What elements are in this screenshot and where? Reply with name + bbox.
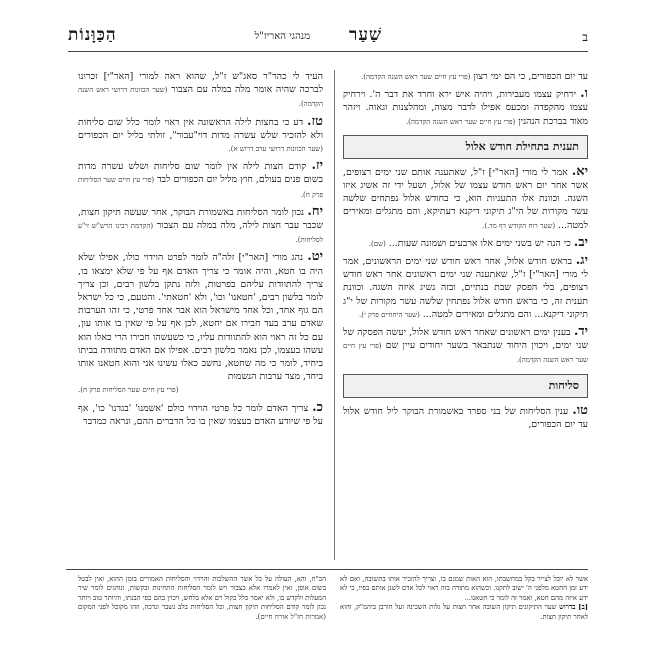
source-citation: (הקדמת רבינו הרש"ש זי"ע לסליחות).: [78, 222, 323, 245]
paragraph-number: יב.: [573, 234, 588, 250]
paragraph: [343, 254, 588, 322]
paragraph-text: צריך האדם לומר כל פרטי הוידוי כולם 'אשמנו' 'בגדנו' כו', אף על פי שיודע האדם בעצמו שאין בו כל הדברים ההם, ונראה כמדבר: [78, 402, 323, 427]
paragraph-text: בראש חודש אלול, אחר ראש חודש שני ימים הראשונים, אמר לי מורי [האר"י] ז"ל, שאתענה שני ימים ראשונים אחר ראש חודש רצופים, בלי הפסק שבת בנתיים, ובזה נשיג איזה השגה. וכוונת תענית זה, כי בראש חודש אלול נפתחין שלשה עשר מקורות של י"ג תיקוני דיקנא... והם מתגלים ומאירים למטה...: [343, 256, 588, 320]
header-rule: [68, 51, 588, 52]
source-citation: (פרי עץ חיים שער ראש השנה הקדמה).: [405, 117, 516, 126]
source-citation: (שם).: [368, 239, 386, 248]
column-divider: [334, 70, 335, 560]
paragraph: [78, 250, 323, 397]
left-column: [78, 70, 323, 431]
paragraph-number: יט.: [307, 249, 323, 265]
footnote-item-text: שער התיקונים תיקון השובה אחר חצות על גלות השכינה ועל חורבן ביהמ"ק, והוא לאחר תיקון חצות.: [340, 603, 588, 621]
paragraph-text: קודם חצות לילה אין לומר שום סליחות ושלש עשרה מדות בשום פנים בעולם, חוץ מליל יום הכפורים לבד: [78, 161, 323, 186]
source-citation: (שער הכוונות דרושי ערב דרוש א).: [228, 145, 323, 154]
paragraph: [343, 325, 588, 368]
paragraph-text: ירחיק עצמו מעבירות, ויהיה איש ירא וחרד את דבר ה'. וירחיק עצמו מהקפדה ומכעס אפילו לדבר מצוה, ומהלצנות וגאוה. ויזהר מאוד בברכת הנהנין: [343, 89, 588, 127]
paragraph-number: יג.: [575, 253, 589, 269]
paragraph-text: בענין ימים ראשונים שאחר ראש חודש אלול, יעשה הפסקה של שני ימים, ויכוין היחוד שנתבאר בשער יחודים עיין שם: [343, 327, 588, 352]
source-citation: (פרי עץ חיים שער ראש השנה הקדמה).: [361, 73, 471, 81]
paragraph-number: כ.: [312, 399, 323, 415]
paragraph: [343, 404, 588, 431]
page-number: ב: [582, 30, 588, 44]
paragraph-text: כי הנה יש בשני ימים אלו ארבעים ושמונה שעות...: [388, 237, 571, 249]
source-citation: (פרי עץ חיים שער הסליחות פרק ח).: [78, 386, 179, 395]
paragraph-number: יח.: [307, 203, 323, 219]
paragraph-text: נכון לומר הסליחות באשמורת הבוקר, אחר שעשה תיקון חצות, שכבר עבר חצות לילה, מלה במלה עם הצבור: [78, 206, 323, 232]
paragraph-number: טז.: [307, 113, 324, 129]
source-citation: (פרי עץ חיים שער הסליחות פרק ח).: [78, 176, 323, 199]
header-section-title: מנהגי האריז"ל: [254, 31, 310, 42]
paragraph: [343, 165, 588, 233]
paragraph-text: עד יום הכפורים, כי הם ימי רצון: [473, 71, 588, 82]
paragraph: [78, 205, 323, 248]
footnote-text: אשר לא יוכל לצייר בקל במחשבתו, הוא האות שמגם בו, וצריך להזכיר אותו בתשובה, ואם לא ידע זמן החטא מלפני ה' ישוב לתקנו. וכשהוא מתודה בזה ראוי לכל אדם לשנן אותם בפיו, כי לא ידע איזה מהם חטא, ואמר זה לומר כי חטאנו...: [340, 575, 588, 602]
footnote-item: [340, 603, 588, 622]
paragraph-number: יז.: [311, 158, 323, 174]
header-book-title: הַכַּוָּנוֹת: [68, 25, 117, 45]
paragraph: [78, 115, 323, 157]
paragraph-text: נהג מורי [האר"י] זלה"ה לומר לפרט הוידוי כולו, אפילו שלא היה בו חטא, והיה אומר כי צריך האדם אף על פי שלא ימצאו בו, צריך להתוודות עליהם בפרטות, ולזה נתקן בלשון רבים, וכן צריך לומר בלשון רבים, 'חטאנו' וכו', ולא 'חטאתי'. והטעם, כי כל ישראל הם גוף אחד, וכל אחד מישראל הוא אבר אחד פרטי, כי זהו הערבות שאדם ערב בעד חבירו אם יחטא, לכן אף על פי שאין בו אותו עון, עם כל זה ראוי הוא להתוודות עליו, כי כשעשהו חבירו הרי כאלו הוא עשהו בעצמו, לכן נאמר בלשון רבים. אפילו אם האדם מתוודה בביתו ביחיד, לומר כי מה שחטא, נחשב כאלו עשינו אני והוא חטאנו אותו ביחד, מצד ערבות הנשמות: [78, 252, 323, 383]
paragraph-intro: [78, 70, 323, 112]
header-gate-title: שַׁעַר: [348, 25, 382, 45]
footnote-item: [78, 575, 326, 622]
footnote-text: הכ"ח, והא, העולה על כל אשר ההשלכות והוידוי והסליחות האמורים בזמן ההוא, ואין לבטל בשום אופן, ואין לאמרו אלא בצבור ויש לומר הסליחות התחינות ובקשות, ונוהגים לומר שיר המעלות ולקדש בו, ולא יאמר כלל בקול רם אלא בלחש, ויכוין בהם כפי הבנתו, והיותר טוב ויותר נכון לומר קודם הסליחות תיקון חצות, וכל הסליחות בלב נשבר ונדכה, וזהו מקובל לפני המקום: [78, 575, 326, 612]
paragraph: [343, 236, 588, 251]
paragraph: [78, 401, 323, 428]
paragraph-number: יד.: [573, 324, 588, 340]
running-header: [68, 26, 588, 50]
footnote-right: [340, 575, 588, 622]
footnote-rule: [66, 569, 588, 570]
section-heading: תענית בתחילת חודש אלול: [343, 135, 588, 159]
right-column: [343, 70, 588, 434]
source-citation: (שער הכוונות דרושי ראש השנה הקדמה).: [78, 86, 323, 109]
paragraph-text: דע כי בחצות לילה הראשונה אין ראוי לומר כלל שום סליחות ולא להזכיר שלש עשרה מדות דוי"עבור", זולתי בליל יום הכפורים: [78, 116, 323, 141]
paragraph-text: אמר לי מורי [האר"י] ז"ל, שאתענה אותם שני ימים רצופים, אשר אחר יום ראש חודש עצמו של אלול, ושעל ידי זה אשיג איזו השגה. וכוונת אלו התעניות הוא, כי בחודש אלול נפתחים שלשה עשר מקורות של הי"ג תיקוני דיקנא דעתיקא, והם מתגלים ומאירים למטה...: [343, 166, 588, 231]
paragraph-number: יא.: [571, 163, 588, 179]
paragraph-number: טו.: [572, 402, 589, 418]
paragraph: [78, 159, 323, 202]
section-heading: סליחות: [343, 374, 588, 398]
paragraph-intro: [343, 70, 588, 84]
paragraph-number: ו.: [580, 86, 588, 102]
paragraph-text: ענין הסליחות של בני ספרד באשמורת הבוקר ליל חודש אלול עד יום הכפורים,: [343, 405, 588, 430]
paragraph-text: העיד לי כהר"ר סאג"ש ז"ל, שהוא ראה למורי [האר"י] זכרונו לברכה שהיה אומר מלה במלה עם הצבור: [78, 71, 323, 96]
source-citation: (אמרות חז"ל אורח חיים).: [255, 612, 326, 621]
source-citation: (שער היחודים פרק י).: [359, 310, 420, 319]
paragraph: [343, 87, 588, 129]
footnote-left: [78, 575, 326, 622]
source-citation: (פרי עץ חיים שער ראש השנה הקדמה).: [343, 342, 588, 365]
footnote-marker: [ב] בדרוש: [559, 603, 588, 612]
source-citation: (שער רוח הקודש דף מד.).: [482, 221, 556, 230]
